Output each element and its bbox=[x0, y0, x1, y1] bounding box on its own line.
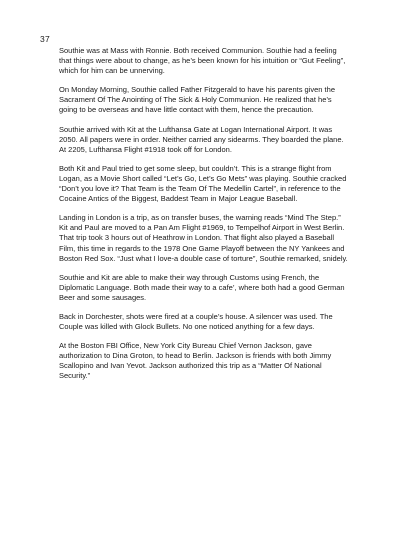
paragraph-father-fitzgerald: On Monday Morning, Southie called Father Fitzgerald to have his parents given the Sacrament Of The Anointing of The Sick & Holy Communion. He realized that he’s going to be overseas and have little contact with them, hence the precaution. bbox=[59, 85, 335, 115]
paragraph-logan-departure: Southie arrived with Kit at the Lufthansa Gate at Logan International Airport. It was 2050. All papers were in order. Neither carried any sidearms. They boarded the plane. At 2205, Lufthansa Flight #1918 took off for London. bbox=[59, 124, 344, 154]
paragraph-dorchester: Back in Dorchester, shots were fired at a couple’s house. A silencer was used. The Couple was killed with Glock Bullets. No one noticed anything for a few days. bbox=[59, 311, 333, 332]
paragraph-fbi-office: At the Boston FBI Office, New York City Bureau Chief Vernon Jackson, gave authorization to Dina Groton, to head to Berlin. Jackson is friends with both Jimmy Scallopino and Ivan Yevot. Jackson authorized this trip as a “Matter Of National Security.” bbox=[59, 341, 332, 381]
page-number: 37 bbox=[40, 34, 51, 44]
paragraph-london-landing: Landing in London is a trip, as on transfer buses, the warning reads “Mind The Step.” Kit and Paul are moved to a Pan Am Flight #1969, to Tempelhof Airport in West Berlin. That trip took 3 hours out of Heathrow in London. That flight also played a Baseball Film, this time in regards to the 1978 One Game Playoff between the NY Yankees and Boston Red Sox. “Just what I love-a double case of torture”, Southie remarked, snidely. bbox=[59, 213, 348, 263]
paragraph-mass: Southie was at Mass with Ronnie. Both received Communion. Southie had a feeling that things were about to change, as he’s been known for his intuition or “Gut Feeling”, which for him can be unnerving. bbox=[59, 46, 346, 76]
paragraph-customs: Southie and Kit are able to make their way through Customs using French, the Diplomatic Language. Both made their way to a cafe’, where both had a good German Beer and some sausages. bbox=[59, 272, 345, 302]
paragraph-flight-movie: Both Kit and Paul tried to get some sleep, but couldn’t. This is a strange flight from Logan, as a Movie Short called “Let’s Go, Let’s Go Mets” was playing. Southie cracked “Don’t you love it? That Team is the Team Of The Medellin Cartel”, in reference to the Cocaine Antics of the Biggest, Baddest Team in Major League Baseball. bbox=[59, 163, 347, 204]
body-text bbox=[59, 46, 349, 391]
